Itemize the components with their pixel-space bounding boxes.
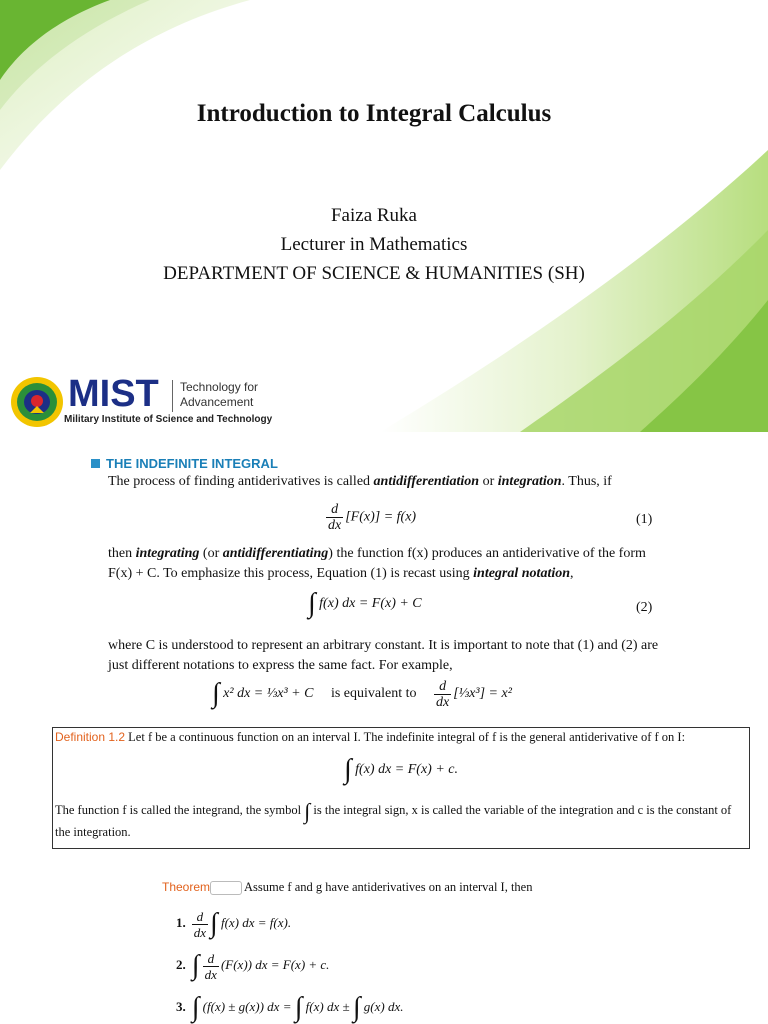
author-role: Lecturer in Mathematics — [280, 234, 468, 255]
logo-divider — [172, 380, 173, 412]
example-equivalence: ∫ x² dx = ⅓x³ + C is equivalent to $\frac{d}{dx}$ [⅓x³] = x² — [212, 678, 512, 710]
institute-name: Military Institute of Science and Technology — [64, 414, 273, 425]
paragraph-1: The process of finding antiderivatives is called antidifferentiation or integration. Thus, if — [108, 474, 612, 489]
example-derivative-fraction: $\frac{d}{dx}$ — [436, 678, 450, 710]
logo-tagline — [180, 380, 258, 410]
equation-1-number: (1) — [636, 512, 653, 527]
derivative-fraction: $\frac{d}{dx}$ — [328, 502, 342, 533]
logo-wordmark: MIST — [68, 373, 159, 415]
theorem-label: Theorem — [162, 880, 211, 894]
tagline-line-1: Technology for — [180, 380, 259, 394]
mist-seal-icon — [10, 376, 64, 428]
square-bullet-icon — [91, 459, 100, 468]
definition-explanation: The function f is called the integrand, the symbol ∫ is the integral sign, x is called the variable of the integration and c is the constant of the integration. — [55, 798, 732, 839]
equation-1: $\frac{d}{dx}$ [F(x)] = f(x) — [328, 502, 417, 533]
theorem-item-2: 2. ∫ $\frac{d}{dx}$ (F(x)) dx = F(x) + c. — [176, 950, 330, 982]
author-block — [0, 201, 748, 288]
definition-box — [52, 727, 750, 849]
mist-logo — [10, 374, 280, 430]
title-slide — [0, 0, 768, 432]
theorem-item-3: 3. ∫ (f(x) ± g(x)) dx = ∫ f(x) dx ± ∫ g(x) dx. — [176, 992, 404, 1023]
definition-label: Definition 1.2 — [55, 730, 126, 744]
definition-formula: ∫ f(x) dx = F(x) + c. — [343, 754, 458, 785]
paragraph-3: where C is understood to represent an arbitrary constant. It is important to note that (1) and (2) are just different notations to express the same fact. For example, — [108, 638, 659, 673]
textbook-page — [0, 432, 768, 1024]
department-name: DEPARTMENT OF SCIENCE & HUMANITIES (SH) — [163, 263, 585, 284]
tagline-line-2: Advancement — [180, 395, 254, 409]
theorem-item-1: 1. $\frac{d}{dx}$ ∫ f(x) dx = f(x). — [176, 908, 292, 940]
theorem-number-placeholder — [210, 881, 242, 895]
theorem-statement: Theorem Assume f and g have antiderivatives on an interval I, then — [162, 880, 533, 894]
section-heading: THE INDEFINITE INTEGRAL — [91, 456, 278, 471]
equation-2: ∫ f(x) dx = F(x) + C — [308, 588, 422, 619]
slide-title: Introduction to Integral Calculus — [196, 100, 552, 127]
author-name: Faiza Ruka — [330, 205, 417, 226]
equation-2-number: (2) — [636, 600, 653, 615]
definition-statement: Definition 1.2 Let f be a continuous function on an interval I. The indefinite integral of f is the general antiderivative of f on I: — [55, 730, 686, 744]
paragraph-2: then integrating (or antidifferentiating) the function f(x) produces an antiderivative of the form F(x) + C. To emphasize this process, Equation (1) is recast using integral notation, — [108, 546, 646, 581]
